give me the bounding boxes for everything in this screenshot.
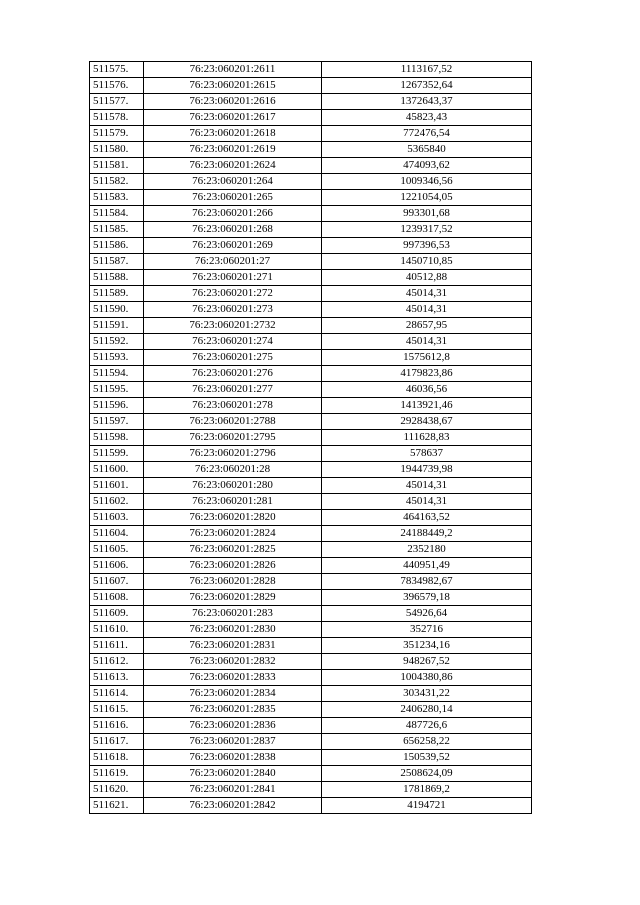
row-number-cell: 511615. (90, 702, 144, 718)
table-row (90, 190, 532, 206)
value-cell: 464163,52 (322, 510, 532, 526)
table-row (90, 206, 532, 222)
value-cell: 474093,62 (322, 158, 532, 174)
value-cell: 1944739,98 (322, 462, 532, 478)
table-row (90, 702, 532, 718)
cadastral-number-cell: 76:23:060201:277 (144, 382, 322, 398)
cadastral-value-table (89, 61, 532, 814)
value-cell: 656258,22 (322, 734, 532, 750)
table-row (90, 366, 532, 382)
value-cell: 1004380,86 (322, 670, 532, 686)
cadastral-number-cell: 76:23:060201:2616 (144, 94, 322, 110)
row-number-cell: 511603. (90, 510, 144, 526)
value-cell: 28657,95 (322, 318, 532, 334)
cadastral-number-cell: 76:23:060201:2611 (144, 62, 322, 78)
row-number-cell: 511598. (90, 430, 144, 446)
cadastral-number-cell: 76:23:060201:2795 (144, 430, 322, 446)
table-row (90, 782, 532, 798)
value-cell: 45014,31 (322, 302, 532, 318)
row-number-cell: 511614. (90, 686, 144, 702)
value-cell: 1450710,85 (322, 254, 532, 270)
row-number-cell: 511606. (90, 558, 144, 574)
table-row (90, 174, 532, 190)
row-number-cell: 511601. (90, 478, 144, 494)
value-cell: 24188449,2 (322, 526, 532, 542)
cadastral-number-cell: 76:23:060201:2836 (144, 718, 322, 734)
table-row (90, 510, 532, 526)
cadastral-number-cell: 76:23:060201:2832 (144, 654, 322, 670)
cadastral-number-cell: 76:23:060201:27 (144, 254, 322, 270)
table-row (90, 798, 532, 814)
row-number-cell: 511618. (90, 750, 144, 766)
table-row (90, 286, 532, 302)
value-cell: 487726,6 (322, 718, 532, 734)
value-cell: 45014,31 (322, 478, 532, 494)
table-row (90, 126, 532, 142)
row-number-cell: 511607. (90, 574, 144, 590)
table-body (90, 62, 532, 814)
table-row (90, 526, 532, 542)
value-cell: 111628,83 (322, 430, 532, 446)
row-number-cell: 511586. (90, 238, 144, 254)
table-row (90, 382, 532, 398)
value-cell: 150539,52 (322, 750, 532, 766)
row-number-cell: 511620. (90, 782, 144, 798)
value-cell: 1575612,8 (322, 350, 532, 366)
cadastral-number-cell: 76:23:060201:272 (144, 286, 322, 302)
cadastral-number-cell: 76:23:060201:280 (144, 478, 322, 494)
cadastral-number-cell: 76:23:060201:2829 (144, 590, 322, 606)
cadastral-number-cell: 76:23:060201:2732 (144, 318, 322, 334)
table-row (90, 574, 532, 590)
table-row (90, 766, 532, 782)
row-number-cell: 511577. (90, 94, 144, 110)
value-cell: 948267,52 (322, 654, 532, 670)
row-number-cell: 511611. (90, 638, 144, 654)
table-row (90, 590, 532, 606)
value-cell: 40512,88 (322, 270, 532, 286)
table-row (90, 750, 532, 766)
table-row (90, 62, 532, 78)
row-number-cell: 511584. (90, 206, 144, 222)
row-number-cell: 511613. (90, 670, 144, 686)
table-row (90, 638, 532, 654)
table-row (90, 350, 532, 366)
value-cell: 578637 (322, 446, 532, 462)
value-cell: 440951,49 (322, 558, 532, 574)
cadastral-number-cell: 76:23:060201:2837 (144, 734, 322, 750)
value-cell: 997396,53 (322, 238, 532, 254)
cadastral-number-cell: 76:23:060201:273 (144, 302, 322, 318)
table-row (90, 542, 532, 558)
row-number-cell: 511596. (90, 398, 144, 414)
value-cell: 45014,31 (322, 286, 532, 302)
row-number-cell: 511599. (90, 446, 144, 462)
row-number-cell: 511592. (90, 334, 144, 350)
cadastral-number-cell: 76:23:060201:2831 (144, 638, 322, 654)
cadastral-number-cell: 76:23:060201:281 (144, 494, 322, 510)
row-number-cell: 511582. (90, 174, 144, 190)
cadastral-number-cell: 76:23:060201:2617 (144, 110, 322, 126)
row-number-cell: 511578. (90, 110, 144, 126)
value-cell: 2928438,67 (322, 414, 532, 430)
value-cell: 1372643,37 (322, 94, 532, 110)
cadastral-number-cell: 76:23:060201:268 (144, 222, 322, 238)
table-row (90, 222, 532, 238)
row-number-cell: 511617. (90, 734, 144, 750)
cadastral-number-cell: 76:23:060201:2824 (144, 526, 322, 542)
cadastral-number-cell: 76:23:060201:2796 (144, 446, 322, 462)
value-cell: 1413921,46 (322, 398, 532, 414)
row-number-cell: 511580. (90, 142, 144, 158)
value-cell: 4194721 (322, 798, 532, 814)
table-row (90, 302, 532, 318)
cadastral-number-cell: 76:23:060201:2838 (144, 750, 322, 766)
cadastral-number-cell: 76:23:060201:2830 (144, 622, 322, 638)
value-cell: 303431,22 (322, 686, 532, 702)
table-row (90, 462, 532, 478)
value-cell: 1009346,56 (322, 174, 532, 190)
table-row (90, 686, 532, 702)
table-row (90, 334, 532, 350)
table-row (90, 718, 532, 734)
value-cell: 7834982,67 (322, 574, 532, 590)
table-row (90, 78, 532, 94)
row-number-cell: 511619. (90, 766, 144, 782)
row-number-cell: 511587. (90, 254, 144, 270)
table-row (90, 478, 532, 494)
row-number-cell: 511583. (90, 190, 144, 206)
table-row (90, 558, 532, 574)
value-cell: 54926,64 (322, 606, 532, 622)
cadastral-number-cell: 76:23:060201:269 (144, 238, 322, 254)
table-row (90, 430, 532, 446)
cadastral-number-cell: 76:23:060201:2835 (144, 702, 322, 718)
row-number-cell: 511595. (90, 382, 144, 398)
value-cell: 45014,31 (322, 334, 532, 350)
cadastral-number-cell: 76:23:060201:266 (144, 206, 322, 222)
row-number-cell: 511600. (90, 462, 144, 478)
table-row (90, 606, 532, 622)
cadastral-number-cell: 76:23:060201:274 (144, 334, 322, 350)
row-number-cell: 511593. (90, 350, 144, 366)
row-number-cell: 511597. (90, 414, 144, 430)
table-row (90, 670, 532, 686)
cadastral-number-cell: 76:23:060201:28 (144, 462, 322, 478)
table-row (90, 446, 532, 462)
table-row (90, 270, 532, 286)
cadastral-number-cell: 76:23:060201:278 (144, 398, 322, 414)
row-number-cell: 511621. (90, 798, 144, 814)
row-number-cell: 511608. (90, 590, 144, 606)
cadastral-number-cell: 76:23:060201:2618 (144, 126, 322, 142)
cadastral-number-cell: 76:23:060201:2841 (144, 782, 322, 798)
cadastral-number-cell: 76:23:060201:2788 (144, 414, 322, 430)
row-number-cell: 511605. (90, 542, 144, 558)
table-row (90, 94, 532, 110)
value-cell: 45014,31 (322, 494, 532, 510)
table-row (90, 142, 532, 158)
value-cell: 1113167,52 (322, 62, 532, 78)
value-cell: 352716 (322, 622, 532, 638)
cadastral-number-cell: 76:23:060201:2624 (144, 158, 322, 174)
cadastral-number-cell: 76:23:060201:276 (144, 366, 322, 382)
cadastral-number-cell: 76:23:060201:283 (144, 606, 322, 622)
table-row (90, 654, 532, 670)
cadastral-number-cell: 76:23:060201:2828 (144, 574, 322, 590)
table-row (90, 254, 532, 270)
row-number-cell: 511594. (90, 366, 144, 382)
cadastral-number-cell: 76:23:060201:2842 (144, 798, 322, 814)
value-cell: 2352180 (322, 542, 532, 558)
value-cell: 1239317,52 (322, 222, 532, 238)
row-number-cell: 511579. (90, 126, 144, 142)
cadastral-number-cell: 76:23:060201:264 (144, 174, 322, 190)
row-number-cell: 511612. (90, 654, 144, 670)
cadastral-number-cell: 76:23:060201:2826 (144, 558, 322, 574)
value-cell: 993301,68 (322, 206, 532, 222)
value-cell: 772476,54 (322, 126, 532, 142)
cadastral-number-cell: 76:23:060201:2825 (144, 542, 322, 558)
row-number-cell: 511590. (90, 302, 144, 318)
value-cell: 1267352,64 (322, 78, 532, 94)
cadastral-number-cell: 76:23:060201:275 (144, 350, 322, 366)
row-number-cell: 511602. (90, 494, 144, 510)
row-number-cell: 511576. (90, 78, 144, 94)
value-cell: 4179823,86 (322, 366, 532, 382)
row-number-cell: 511585. (90, 222, 144, 238)
value-cell: 1221054,05 (322, 190, 532, 206)
value-cell: 1781869,2 (322, 782, 532, 798)
value-cell: 2406280,14 (322, 702, 532, 718)
table-row (90, 414, 532, 430)
row-number-cell: 511575. (90, 62, 144, 78)
row-number-cell: 511616. (90, 718, 144, 734)
cadastral-number-cell: 76:23:060201:2820 (144, 510, 322, 526)
cadastral-number-cell: 76:23:060201:265 (144, 190, 322, 206)
row-number-cell: 511591. (90, 318, 144, 334)
cadastral-number-cell: 76:23:060201:2834 (144, 686, 322, 702)
value-cell: 2508624,09 (322, 766, 532, 782)
table-row (90, 398, 532, 414)
table-row (90, 238, 532, 254)
value-cell: 396579,18 (322, 590, 532, 606)
table-row (90, 158, 532, 174)
row-number-cell: 511588. (90, 270, 144, 286)
table-row (90, 622, 532, 638)
row-number-cell: 511610. (90, 622, 144, 638)
cadastral-number-cell: 76:23:060201:271 (144, 270, 322, 286)
row-number-cell: 511609. (90, 606, 144, 622)
value-cell: 46036,56 (322, 382, 532, 398)
cadastral-number-cell: 76:23:060201:2619 (144, 142, 322, 158)
value-cell: 5365840 (322, 142, 532, 158)
cadastral-number-cell: 76:23:060201:2840 (144, 766, 322, 782)
table-row (90, 110, 532, 126)
table-row (90, 318, 532, 334)
row-number-cell: 511604. (90, 526, 144, 542)
value-cell: 45823,43 (322, 110, 532, 126)
row-number-cell: 511581. (90, 158, 144, 174)
cadastral-number-cell: 76:23:060201:2615 (144, 78, 322, 94)
table-row (90, 734, 532, 750)
cadastral-number-cell: 76:23:060201:2833 (144, 670, 322, 686)
row-number-cell: 511589. (90, 286, 144, 302)
table-row (90, 494, 532, 510)
value-cell: 351234,16 (322, 638, 532, 654)
